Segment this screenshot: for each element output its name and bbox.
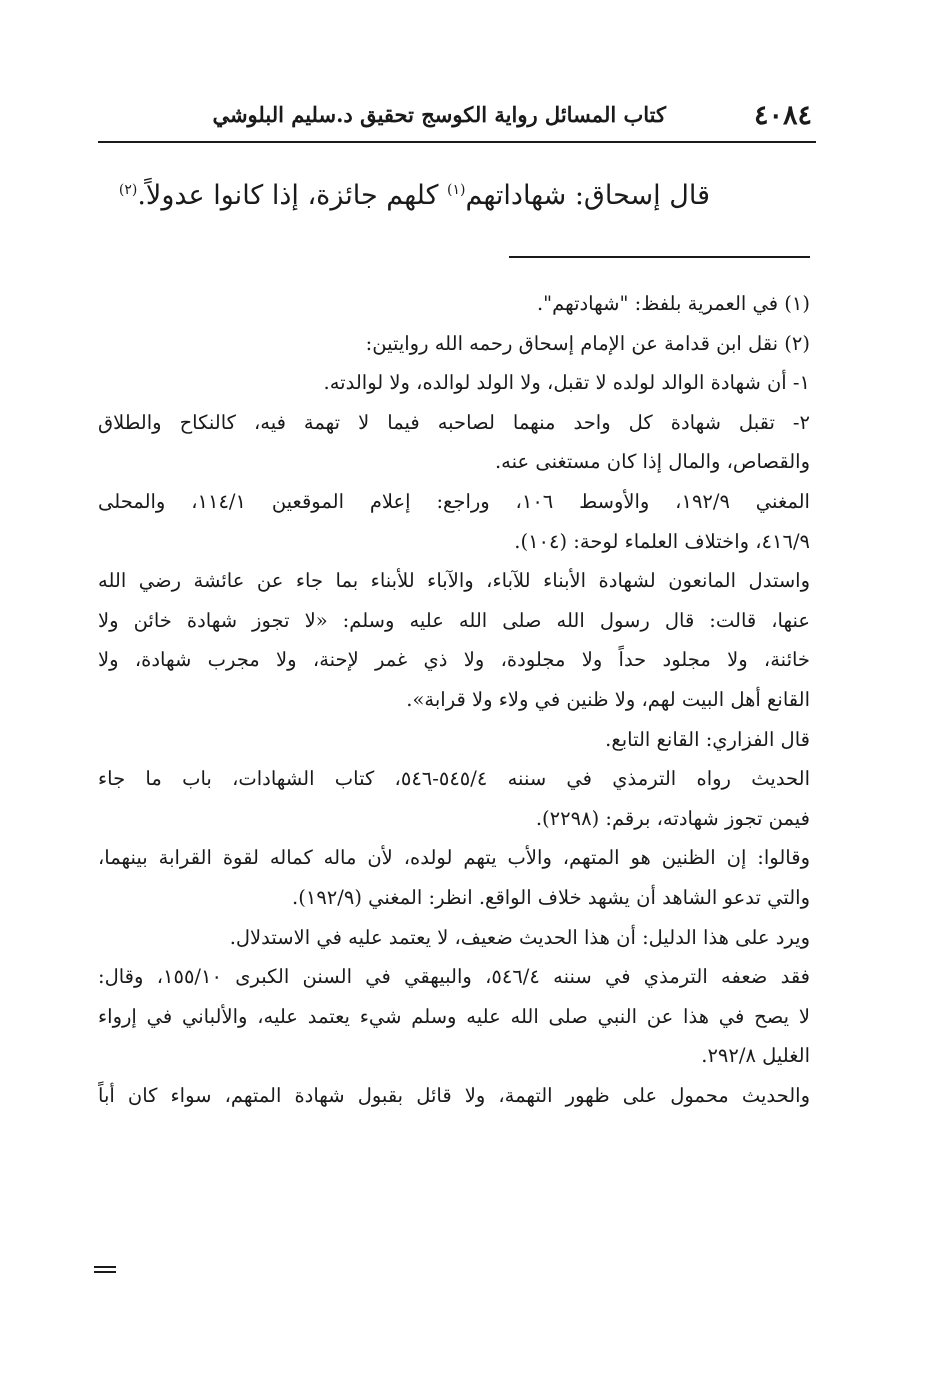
footnote-line: قال الفزاري: القانع التابع.: [605, 727, 810, 751]
footnote-line: وقالوا: إن الظنين هو المتهم، والأب يتهم لولده، لأن ماله كماله لقوة القرابة بينهما،: [98, 846, 810, 870]
footnote-line: والحديث محمول على ظهور التهمة، ولا قائل بقبول شهادة المتهم، سواء كان أباً: [98, 1083, 810, 1107]
footnote-line: ٢- تقبل شهادة كل واحد منهما لصاحبه فيما لا تهمة فيه، كالنكاح والطلاق: [98, 410, 810, 434]
footnote-ref-1: (١): [447, 182, 466, 198]
footnote-2-intro: (٢) نقل ابن قدامة عن الإمام إسحاق رحمه الله روايتين:: [365, 331, 810, 355]
footnote-line: ١- أن شهادة الوالد لولده لا تقبل، ولا الولد لوالده، ولا لوالدته.: [323, 371, 810, 395]
page-header: [98, 94, 816, 138]
footnote-line: لا يصح في هذا عن النبي صلى الله عليه وسلم شيء يعتمد عليه، والألباني في إرواء: [98, 1004, 810, 1028]
footnote-line: والتي تدعو الشاهد أن يشهد خلاف الواقع. انظر: المغني (١٩٢/٩).: [292, 885, 810, 909]
footnote-line: خائنة، ولا مجلود حداً ولا مجلودة، ولا ذي غمر لإحنة، ولا مجرب شهادة، ولا: [98, 648, 810, 672]
footnote-rule: [509, 256, 810, 258]
footnote-line: ٤١٦/٩، واختلاف العلماء لوحة: (١٠٤).: [514, 529, 810, 553]
footnote-line: والقصاص، والمال إذا كان مستغنى عنه.: [494, 450, 810, 474]
footnote-line: واستدل المانعون لشهادة الأبناء للآباء، والآباء للأبناء بما جاء عن عائشة رضي الله: [98, 569, 810, 593]
footnote-line: الغليل ٢٩٢/٨.: [701, 1044, 810, 1068]
main-text: [119, 180, 710, 211]
footnote-line: عنها، قالت: قال رسول الله صلى الله عليه وسلم: «لا تجوز شهادة خائن ولا: [98, 608, 810, 632]
page-number: ٤٠٨٤: [753, 100, 812, 131]
footnote-line: الحديث رواه الترمذي في سننه ٥٤٥/٤-٥٤٦، كتاب الشهادات، باب ما جاء: [98, 767, 810, 791]
footnote-line: فقد ضعفه الترمذي في سننه ٥٤٦/٤، والبيهقي في السنن الكبرى ١٥٥/١٠، وقال:: [98, 965, 810, 989]
footnote-1: (١) في العمرية بلفظ: "شهادتهم".: [536, 292, 810, 315]
header-rule: [98, 141, 816, 143]
footnote-line: المغني ١٩٢/٩، والأوسط ١٠٦، وراجع: إعلام الموقعين ١١٤/١، والمحلى: [98, 489, 810, 513]
continuation-mark: [94, 1266, 116, 1274]
running-title: كتاب المسائل رواية الكوسج تحقيق د.سليم البلوشي: [212, 102, 666, 127]
footnote-ref-2: (٢): [118, 182, 138, 198]
main-text-part-1: قال إسحاق: شهاداتهم: [465, 180, 710, 211]
main-text-part-2: كلهم جائزة، إذا كانوا عدولاً.: [137, 180, 448, 211]
footnote-line: فيمن تجوز شهادته، برقم: (٢٢٩٨).: [535, 806, 810, 830]
footnotes: [98, 284, 810, 1115]
footnote-line: القانع أهل البيت لهم، ولا ظنين في ولاء ولا قرابة».: [406, 687, 810, 711]
footnote-line: ويرد على هذا الدليل: أن هذا الحديث ضعيف، لا يعتمد عليه في الاستدلال.: [229, 925, 810, 949]
